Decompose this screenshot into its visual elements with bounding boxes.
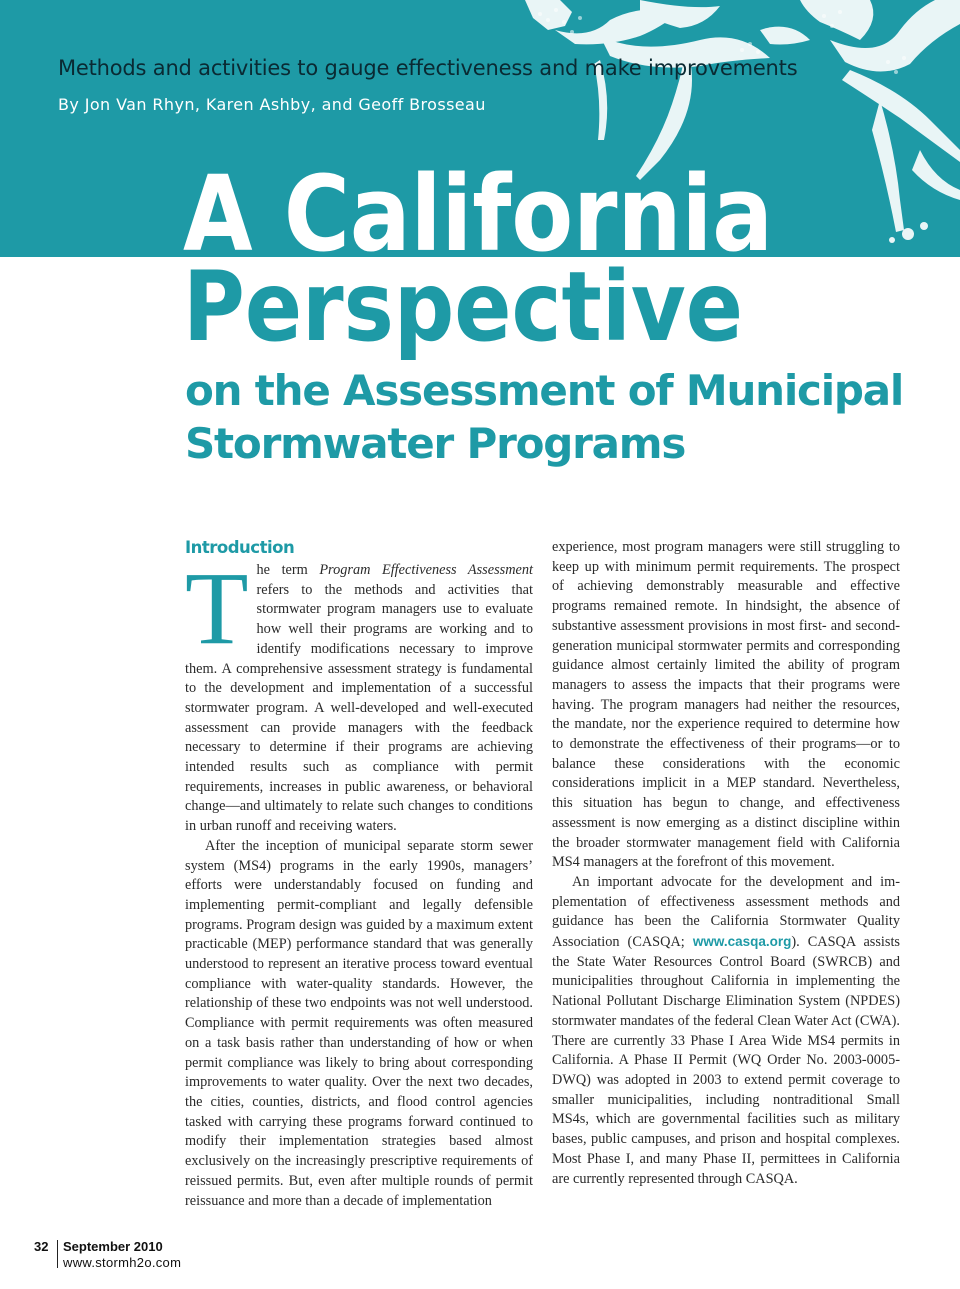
paragraph-casqa	[552, 873, 900, 1189]
paragraph-casqa-rest: ). CASQA assists the State Water Resources Control Board (SWRCB) and municipalities throughout California in implementing the National Pollutant Discharge Elimination System (NPDES) stormwater mandates of the federal Clean Water Act (CWA). There are currently 33 Phase I Area Wide MS4 permits in California. A Phase II Permit (WQ Order No. 2003-0005-DWQ) was adopted in 2003 to extend permit coverage to smaller municipalities, including nontraditional Small MS4s, which are governmental facilities such as military bases, public campuses, and prison and hospital complexes. Most Phase I, and many Phase II, permittees in California are currently represented through CASQA.	[552, 934, 900, 1187]
paragraph-inception-continued	[552, 538, 900, 873]
page-number: 32	[34, 1239, 49, 1254]
subtitle-line-2: Stormwater Programs	[185, 419, 686, 468]
casqa-link[interactable]: www.casqa.org	[692, 934, 792, 950]
paragraph-inception-part-2: experience, most program managers were still struggling to keep up with minimum permit requirements. The prospect of achieving demonstrably measurable and effective programs remained remote. In hindsight, the absence of substantive assessment provisions in most first- and second-generation municipal stormwater permits and corresponding guidance almost certainly limited the ability of program managers to assess the impacts that their programs were having. The program managers had neither the resources, the mandate, nor the experience required to determine how to demonstrate the effectiveness of their programs—or to balance these considerations with the economic considerations implicit in a MEP standard. Nevertheless, this situation has begun to change, and effectiveness assessment is now emerging as a distinct discipline within the broader stormwater management field with California MS4 managers at the forefront of this movement.	[552, 539, 900, 871]
footer-divider	[57, 1240, 58, 1268]
term-italic: Program Effectiveness Assessment	[319, 562, 533, 578]
title-line-2: Perspective	[183, 251, 743, 363]
paragraph-intro-start: he term	[256, 562, 320, 578]
section-heading: Introduction	[185, 538, 295, 557]
website-url: www.stormh2o.com	[63, 1255, 182, 1270]
article-column-right	[552, 538, 900, 1189]
paragraph-casqa-start: An important advocate for the development and implementation of effectiveness assessment methods and guidance has been the California Stormwater Quality Association (CASQA;	[552, 873, 900, 951]
paragraph-inception	[185, 837, 533, 1211]
paragraph-intro	[185, 551, 533, 837]
article-column-left	[185, 538, 533, 1211]
article-subtitle	[185, 364, 903, 470]
article-title	[0, 0, 960, 380]
article-byline: By Jon Van Rhyn, Karen Ashby, and Geoff Brosseau	[58, 95, 486, 114]
article-kicker: Methods and activities to gauge effectiveness and make improvements	[58, 56, 798, 80]
paragraph-inception-part-1: After the inception of municipal separate storm sewer system (MS4) programs in the early 1990s, managers’ efforts were understandably focused on funding and implementing permit-compliant and legally defensible programs. Program design was guided by a maximum extent practicable (MEP) performance standard that was generally understood to represent an iterative process toward eventual compliance with water-quality standards. However, the relationship of these two endpoints was not well understood. Compliance with permit requirements was often measured on a task basis rather than understanding of how or when permit compliance was likely to bring about corresponding improvements to water quality. Over the next two decades, the cities, counties, districts, and flood control agencies tasked with carrying these programs forward continued to modify their implementation strategies based almost exclusively on the increasingly prescriptive requirements of reissued permits. But, even after multiple rounds of permit reissuance and more than a decade of implementation	[185, 837, 533, 1209]
paragraph-intro-rest: refers to the methods and activities that stormwater program managers use to evaluate how well their programs are working and to identify modifications necessary to improve them. A comprehensive assessment strategy is fundamental to the development and implementation of a successful stormwater program. A well-developed and well-executed assessment can provide managers with the feedback necessary to determine if their programs are achieving intended results such as compliance with permit requirements, increases in public awareness, or behavioral change—and ultimately to relate such changes to conditions in urban runoff and receiving waters.	[185, 581, 533, 835]
subtitle-line-1: on the Assessment of Municipal	[185, 366, 904, 415]
issue-date: September 2010	[63, 1239, 163, 1254]
title-line-1: A California	[183, 153, 773, 275]
drop-cap: T	[185, 551, 249, 666]
